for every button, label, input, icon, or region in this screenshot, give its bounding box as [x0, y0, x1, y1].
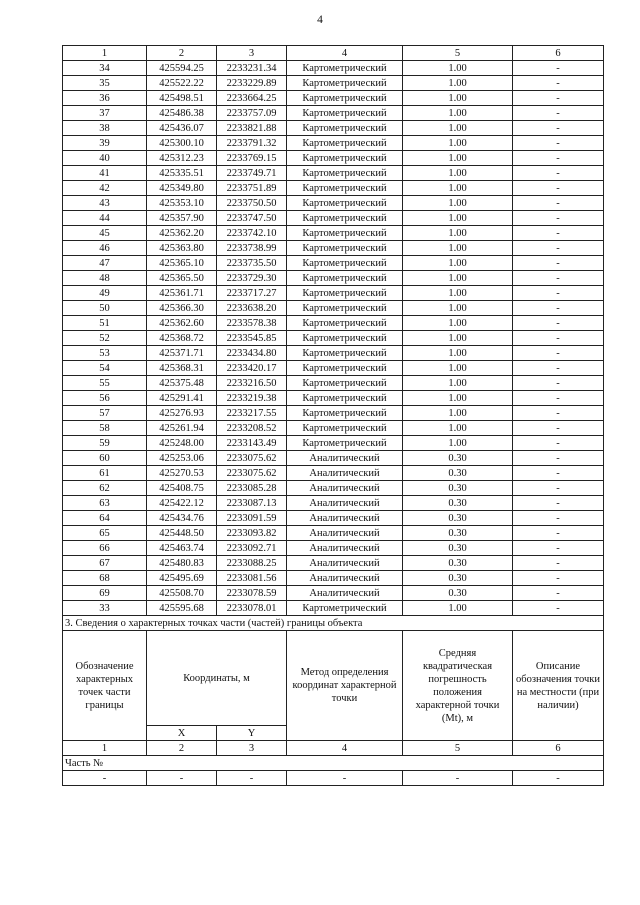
- part-label: Часть №: [63, 756, 604, 771]
- table-row: [63, 241, 604, 256]
- description-cell: -: [513, 586, 604, 601]
- section3-number-row: [63, 741, 604, 756]
- x-coordinate-cell: 425522.22: [147, 76, 217, 91]
- method-cell: Картометрический: [287, 436, 403, 451]
- point-number-cell: 38: [63, 121, 147, 136]
- y-coordinate-cell: 2233434.80: [217, 346, 287, 361]
- point-number-cell: 36: [63, 91, 147, 106]
- point-number-cell: 65: [63, 526, 147, 541]
- method-cell: Аналитический: [287, 466, 403, 481]
- column-number: 2: [147, 46, 217, 61]
- method-cell: Картометрический: [287, 286, 403, 301]
- table-row: [63, 121, 604, 136]
- page-number: 4: [317, 14, 323, 26]
- point-number-cell: 54: [63, 361, 147, 376]
- method-cell: Картометрический: [287, 271, 403, 286]
- error-cell: 0.30: [403, 586, 513, 601]
- y-coordinate-cell: 2233791.32: [217, 136, 287, 151]
- x-coordinate-cell: 425486.38: [147, 106, 217, 121]
- description-cell: -: [513, 241, 604, 256]
- description-cell: -: [513, 211, 604, 226]
- point-number-cell: 40: [63, 151, 147, 166]
- error-cell: 1.00: [403, 331, 513, 346]
- table-row: [63, 106, 604, 121]
- description-cell: -: [513, 571, 604, 586]
- table-row: [63, 331, 604, 346]
- method-cell: Аналитический: [287, 556, 403, 571]
- y-coordinate-cell: 2233091.59: [217, 511, 287, 526]
- y-coordinate-cell: 2233420.17: [217, 361, 287, 376]
- table-row: [63, 316, 604, 331]
- x-coordinate-cell: 425366.30: [147, 301, 217, 316]
- method-cell: Аналитический: [287, 571, 403, 586]
- y-coordinate-cell: 2233749.71: [217, 166, 287, 181]
- description-cell: -: [513, 406, 604, 421]
- point-number-cell: 47: [63, 256, 147, 271]
- method-cell: Картометрический: [287, 361, 403, 376]
- method-cell: Картометрический: [287, 601, 403, 616]
- error-cell: 1.00: [403, 271, 513, 286]
- description-cell: -: [513, 196, 604, 211]
- part-label-row: [63, 756, 604, 771]
- description-cell: -: [513, 511, 604, 526]
- error-cell: 1.00: [403, 181, 513, 196]
- column-number: 1: [63, 46, 147, 61]
- table-row: [63, 601, 604, 616]
- method-cell: Картометрический: [287, 301, 403, 316]
- point-number-cell: 68: [63, 571, 147, 586]
- y-coordinate-cell: 2233664.25: [217, 91, 287, 106]
- table-row: [63, 436, 604, 451]
- y-coordinate-cell: 2233208.52: [217, 421, 287, 436]
- x-coordinate-cell: 425248.00: [147, 436, 217, 451]
- method-cell: Картометрический: [287, 316, 403, 331]
- point-number-cell: 51: [63, 316, 147, 331]
- description-cell: -: [513, 256, 604, 271]
- table-row: [63, 271, 604, 286]
- method-cell: Картометрический: [287, 241, 403, 256]
- x-coordinate-cell: 425368.72: [147, 331, 217, 346]
- y-coordinate-cell: 2233742.10: [217, 226, 287, 241]
- point-number-cell: 46: [63, 241, 147, 256]
- error-cell: 0.30: [403, 451, 513, 466]
- description-cell: -: [513, 496, 604, 511]
- method-cell: Картометрический: [287, 226, 403, 241]
- table-row: [63, 541, 604, 556]
- x-coordinate-cell: 425448.50: [147, 526, 217, 541]
- section3-title-row: [63, 616, 604, 631]
- error-cell: 1.00: [403, 166, 513, 181]
- description-cell: -: [513, 286, 604, 301]
- x-coordinate-cell: 425368.31: [147, 361, 217, 376]
- description-cell: -: [513, 361, 604, 376]
- error-cell: 1.00: [403, 301, 513, 316]
- y-coordinate-cell: 2233578.38: [217, 316, 287, 331]
- section3-header-row: [63, 631, 604, 726]
- error-cell: 0.30: [403, 556, 513, 571]
- boundary-points-table: [62, 45, 604, 786]
- point-number-cell: 63: [63, 496, 147, 511]
- point-number-cell: 49: [63, 286, 147, 301]
- table-row: [63, 511, 604, 526]
- table-row: [63, 391, 604, 406]
- description-cell: -: [513, 136, 604, 151]
- header-coordinates: Координаты, м: [147, 631, 287, 726]
- point-number-cell: 55: [63, 376, 147, 391]
- header-point-designation: Обозначение характерных точек части границы: [63, 631, 147, 741]
- description-cell: -: [513, 76, 604, 91]
- table-cell: -: [513, 771, 604, 786]
- description-cell: -: [513, 166, 604, 181]
- description-cell: -: [513, 481, 604, 496]
- point-number-cell: 60: [63, 451, 147, 466]
- x-coordinate-cell: 425261.94: [147, 421, 217, 436]
- description-cell: -: [513, 556, 604, 571]
- method-cell: Аналитический: [287, 481, 403, 496]
- table-row: [63, 421, 604, 436]
- description-cell: -: [513, 181, 604, 196]
- x-coordinate-cell: 425480.83: [147, 556, 217, 571]
- table-row: [63, 211, 604, 226]
- y-coordinate-cell: 2233747.50: [217, 211, 287, 226]
- y-coordinate-cell: 2233092.71: [217, 541, 287, 556]
- method-cell: Картометрический: [287, 151, 403, 166]
- point-number-cell: 41: [63, 166, 147, 181]
- point-number-cell: 61: [63, 466, 147, 481]
- x-coordinate-cell: 425312.23: [147, 151, 217, 166]
- y-coordinate-cell: 2233231.34: [217, 61, 287, 76]
- error-cell: 1.00: [403, 241, 513, 256]
- error-cell: 1.00: [403, 196, 513, 211]
- error-cell: 1.00: [403, 226, 513, 241]
- column-number: 5: [403, 741, 513, 756]
- error-cell: 1.00: [403, 391, 513, 406]
- points-table-body: [63, 46, 604, 616]
- point-number-cell: 45: [63, 226, 147, 241]
- x-coordinate-cell: 425594.25: [147, 61, 217, 76]
- x-coordinate-cell: 425495.69: [147, 571, 217, 586]
- column-number: 2: [147, 741, 217, 756]
- table-row: [63, 346, 604, 361]
- description-cell: -: [513, 391, 604, 406]
- x-coordinate-cell: 425291.41: [147, 391, 217, 406]
- header-y: Y: [217, 726, 287, 741]
- table-row: [63, 226, 604, 241]
- table-row: [63, 166, 604, 181]
- table-row: [63, 136, 604, 151]
- part-empty-row: [63, 771, 604, 786]
- x-coordinate-cell: 425463.74: [147, 541, 217, 556]
- y-coordinate-cell: 2233738.99: [217, 241, 287, 256]
- x-coordinate-cell: 425498.51: [147, 91, 217, 106]
- point-number-cell: 67: [63, 556, 147, 571]
- x-coordinate-cell: 425365.10: [147, 256, 217, 271]
- method-cell: Картометрический: [287, 376, 403, 391]
- method-cell: Картометрический: [287, 421, 403, 436]
- method-cell: Картометрический: [287, 391, 403, 406]
- method-cell: Картометрический: [287, 406, 403, 421]
- column-number: 4: [287, 741, 403, 756]
- x-coordinate-cell: 425335.51: [147, 166, 217, 181]
- table-row: [63, 481, 604, 496]
- y-coordinate-cell: 2233751.89: [217, 181, 287, 196]
- description-cell: -: [513, 301, 604, 316]
- error-cell: 1.00: [403, 151, 513, 166]
- method-cell: Картометрический: [287, 166, 403, 181]
- description-cell: -: [513, 331, 604, 346]
- table-cell: -: [217, 771, 287, 786]
- y-coordinate-cell: 2233085.28: [217, 481, 287, 496]
- y-coordinate-cell: 2233088.25: [217, 556, 287, 571]
- error-cell: 1.00: [403, 121, 513, 136]
- method-cell: Картометрический: [287, 121, 403, 136]
- table-row: [63, 556, 604, 571]
- x-coordinate-cell: 425300.10: [147, 136, 217, 151]
- error-cell: 1.00: [403, 376, 513, 391]
- y-coordinate-cell: 2233081.56: [217, 571, 287, 586]
- point-number-cell: 37: [63, 106, 147, 121]
- table-row: [63, 301, 604, 316]
- column-number: 5: [403, 46, 513, 61]
- y-coordinate-cell: 2233545.85: [217, 331, 287, 346]
- column-number: 4: [287, 46, 403, 61]
- error-cell: 1.00: [403, 316, 513, 331]
- column-number: 6: [513, 46, 604, 61]
- method-cell: Картометрический: [287, 346, 403, 361]
- column-number: 3: [217, 741, 287, 756]
- x-coordinate-cell: 425371.71: [147, 346, 217, 361]
- table-cell: -: [287, 771, 403, 786]
- method-cell: Картометрический: [287, 91, 403, 106]
- x-coordinate-cell: 425436.07: [147, 121, 217, 136]
- error-cell: 1.00: [403, 256, 513, 271]
- point-number-cell: 33: [63, 601, 147, 616]
- error-cell: 1.00: [403, 406, 513, 421]
- method-cell: Картометрический: [287, 211, 403, 226]
- error-cell: 0.30: [403, 571, 513, 586]
- y-coordinate-cell: 2233075.62: [217, 451, 287, 466]
- x-coordinate-cell: 425362.60: [147, 316, 217, 331]
- point-number-cell: 69: [63, 586, 147, 601]
- description-cell: -: [513, 526, 604, 541]
- method-cell: Картометрический: [287, 136, 403, 151]
- y-coordinate-cell: 2233229.89: [217, 76, 287, 91]
- y-coordinate-cell: 2233638.20: [217, 301, 287, 316]
- column-number: 3: [217, 46, 287, 61]
- point-number-cell: 59: [63, 436, 147, 451]
- description-cell: -: [513, 271, 604, 286]
- x-coordinate-cell: 425357.90: [147, 211, 217, 226]
- method-cell: Картометрический: [287, 106, 403, 121]
- table-row: [63, 571, 604, 586]
- x-coordinate-cell: 425253.06: [147, 451, 217, 466]
- error-cell: 1.00: [403, 136, 513, 151]
- error-cell: 0.30: [403, 466, 513, 481]
- table-row: [63, 361, 604, 376]
- table-cell: -: [403, 771, 513, 786]
- table-row: [63, 61, 604, 76]
- table-row: [63, 496, 604, 511]
- y-coordinate-cell: 2233729.30: [217, 271, 287, 286]
- error-cell: 1.00: [403, 601, 513, 616]
- y-coordinate-cell: 2233717.27: [217, 286, 287, 301]
- x-coordinate-cell: 425595.68: [147, 601, 217, 616]
- y-coordinate-cell: 2233821.88: [217, 121, 287, 136]
- error-cell: 1.00: [403, 346, 513, 361]
- y-coordinate-cell: 2233217.55: [217, 406, 287, 421]
- table-row: [63, 196, 604, 211]
- method-cell: Аналитический: [287, 526, 403, 541]
- error-cell: 1.00: [403, 91, 513, 106]
- table-row: [63, 376, 604, 391]
- y-coordinate-cell: 2233769.15: [217, 151, 287, 166]
- description-cell: -: [513, 421, 604, 436]
- y-coordinate-cell: 2233735.50: [217, 256, 287, 271]
- description-cell: -: [513, 436, 604, 451]
- x-coordinate-cell: 425276.93: [147, 406, 217, 421]
- method-cell: Картометрический: [287, 61, 403, 76]
- x-coordinate-cell: 425375.48: [147, 376, 217, 391]
- description-cell: -: [513, 106, 604, 121]
- y-coordinate-cell: 2233093.82: [217, 526, 287, 541]
- section3-body: [63, 616, 604, 786]
- x-coordinate-cell: 425422.12: [147, 496, 217, 511]
- x-coordinate-cell: 425508.70: [147, 586, 217, 601]
- x-coordinate-cell: 425270.53: [147, 466, 217, 481]
- point-number-cell: 35: [63, 76, 147, 91]
- description-cell: -: [513, 376, 604, 391]
- point-number-cell: 42: [63, 181, 147, 196]
- error-cell: 1.00: [403, 76, 513, 91]
- method-cell: Аналитический: [287, 586, 403, 601]
- x-coordinate-cell: 425363.80: [147, 241, 217, 256]
- method-cell: Картометрический: [287, 196, 403, 211]
- y-coordinate-cell: 2233078.59: [217, 586, 287, 601]
- description-cell: -: [513, 91, 604, 106]
- header-description: Описание обозначения точки на местности (при наличии): [513, 631, 604, 741]
- error-cell: 0.30: [403, 496, 513, 511]
- y-coordinate-cell: 2233219.38: [217, 391, 287, 406]
- method-cell: Аналитический: [287, 451, 403, 466]
- y-coordinate-cell: 2233750.50: [217, 196, 287, 211]
- point-number-cell: 56: [63, 391, 147, 406]
- header-error: Средняя квадратическая погрешность положения характерной точки (Mt), м: [403, 631, 513, 741]
- x-coordinate-cell: 425365.50: [147, 271, 217, 286]
- header-method: Метод определения координат характерной точки: [287, 631, 403, 741]
- table-cell: -: [147, 771, 217, 786]
- point-number-cell: 62: [63, 481, 147, 496]
- point-number-cell: 57: [63, 406, 147, 421]
- column-number: 1: [63, 741, 147, 756]
- point-number-cell: 64: [63, 511, 147, 526]
- table-row: [63, 466, 604, 481]
- table-row: [63, 526, 604, 541]
- description-cell: -: [513, 601, 604, 616]
- table-row: [63, 91, 604, 106]
- point-number-cell: 43: [63, 196, 147, 211]
- description-cell: -: [513, 151, 604, 166]
- x-coordinate-cell: 425353.10: [147, 196, 217, 211]
- description-cell: -: [513, 226, 604, 241]
- error-cell: 0.30: [403, 511, 513, 526]
- y-coordinate-cell: 2233078.01: [217, 601, 287, 616]
- description-cell: -: [513, 316, 604, 331]
- method-cell: Картометрический: [287, 256, 403, 271]
- error-cell: 1.00: [403, 211, 513, 226]
- error-cell: 0.30: [403, 526, 513, 541]
- x-coordinate-cell: 425349.80: [147, 181, 217, 196]
- point-number-cell: 44: [63, 211, 147, 226]
- error-cell: 1.00: [403, 61, 513, 76]
- x-coordinate-cell: 425361.71: [147, 286, 217, 301]
- method-cell: Картометрический: [287, 76, 403, 91]
- description-cell: -: [513, 466, 604, 481]
- table-row: [63, 76, 604, 91]
- table-row: [63, 256, 604, 271]
- method-cell: Картометрический: [287, 331, 403, 346]
- method-cell: Картометрический: [287, 181, 403, 196]
- error-cell: 0.30: [403, 541, 513, 556]
- y-coordinate-cell: 2233087.13: [217, 496, 287, 511]
- error-cell: 1.00: [403, 361, 513, 376]
- x-coordinate-cell: 425408.75: [147, 481, 217, 496]
- table-row: [63, 451, 604, 466]
- y-coordinate-cell: 2233075.62: [217, 466, 287, 481]
- column-number-row: [63, 46, 604, 61]
- error-cell: 1.00: [403, 421, 513, 436]
- error-cell: 1.00: [403, 106, 513, 121]
- x-coordinate-cell: 425362.20: [147, 226, 217, 241]
- y-coordinate-cell: 2233216.50: [217, 376, 287, 391]
- method-cell: Аналитический: [287, 511, 403, 526]
- point-number-cell: 34: [63, 61, 147, 76]
- table-row: [63, 406, 604, 421]
- x-coordinate-cell: 425434.76: [147, 511, 217, 526]
- method-cell: Аналитический: [287, 541, 403, 556]
- error-cell: 1.00: [403, 286, 513, 301]
- description-cell: -: [513, 346, 604, 361]
- point-number-cell: 53: [63, 346, 147, 361]
- table-row: [63, 586, 604, 601]
- point-number-cell: 39: [63, 136, 147, 151]
- table-row: [63, 151, 604, 166]
- error-cell: 1.00: [403, 436, 513, 451]
- table-row: [63, 181, 604, 196]
- method-cell: Аналитический: [287, 496, 403, 511]
- section3-title: 3. Сведения о характерных точках части (частей) границы объекта: [63, 616, 604, 631]
- column-number: 6: [513, 741, 604, 756]
- description-cell: -: [513, 61, 604, 76]
- error-cell: 0.30: [403, 481, 513, 496]
- header-x: X: [147, 726, 217, 741]
- point-number-cell: 52: [63, 331, 147, 346]
- table-cell: -: [63, 771, 147, 786]
- point-number-cell: 66: [63, 541, 147, 556]
- description-cell: -: [513, 541, 604, 556]
- y-coordinate-cell: 2233757.09: [217, 106, 287, 121]
- y-coordinate-cell: 2233143.49: [217, 436, 287, 451]
- point-number-cell: 58: [63, 421, 147, 436]
- table-row: [63, 286, 604, 301]
- description-cell: -: [513, 121, 604, 136]
- point-number-cell: 48: [63, 271, 147, 286]
- description-cell: -: [513, 451, 604, 466]
- point-number-cell: 50: [63, 301, 147, 316]
